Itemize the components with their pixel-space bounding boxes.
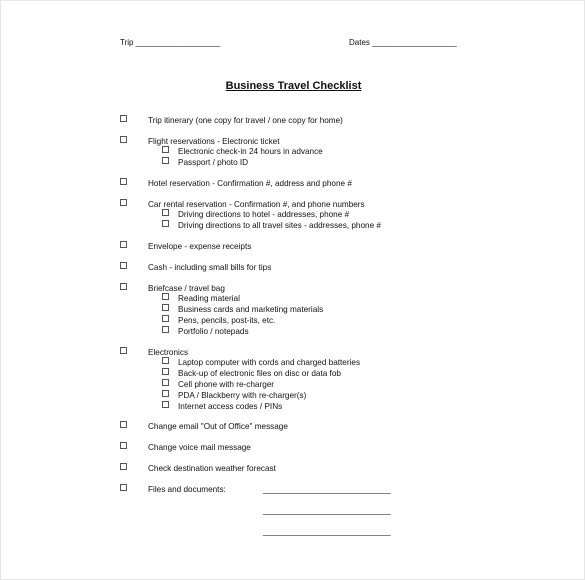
checklist-item-label: Change email "Out of Office" message	[148, 422, 288, 431]
checkbox-icon[interactable]	[120, 283, 127, 290]
checklist-item-label: Check destination weather forecast	[148, 464, 276, 473]
files-blank-line[interactable]: ______________________________	[263, 527, 391, 536]
checkbox-icon[interactable]	[162, 209, 169, 216]
checkbox-icon[interactable]	[162, 293, 169, 300]
checklist-item-cash[interactable]	[120, 262, 271, 273]
checklist-subitem-label: Driving directions to hotel - addresses, phone #	[178, 210, 350, 219]
checkbox-icon[interactable]	[120, 442, 127, 449]
checklist-item-label: Flight reservations - Electronic ticket	[148, 137, 280, 146]
checklist-subitem[interactable]	[162, 157, 248, 168]
checklist-subitem[interactable]	[162, 357, 360, 368]
checkbox-icon[interactable]	[162, 315, 169, 322]
checkbox-icon[interactable]	[162, 368, 169, 375]
checkbox-icon[interactable]	[120, 136, 127, 143]
checkbox-icon[interactable]	[162, 146, 169, 153]
checklist-subitem[interactable]	[162, 379, 274, 390]
checklist-subitem-label: Pens, pencils, post-its, etc.	[178, 316, 276, 325]
checklist-item-envelope[interactable]	[120, 241, 251, 252]
checklist-item-voicemail[interactable]	[120, 442, 251, 453]
files-blank-line[interactable]: ______________________________	[263, 485, 391, 494]
checklist-subitem-label: Driving directions to all travel sites - addresses, phone #	[178, 221, 381, 230]
checkbox-icon[interactable]	[120, 484, 127, 491]
checkbox-icon[interactable]	[162, 390, 169, 397]
checklist-item-label: Briefcase / travel bag	[148, 284, 225, 293]
checkbox-icon[interactable]	[120, 347, 127, 354]
checklist-item-label: Electronics	[148, 348, 189, 357]
checklist-subitem[interactable]	[162, 209, 349, 220]
checkbox-icon[interactable]	[162, 220, 169, 227]
checkbox-icon[interactable]	[120, 421, 127, 428]
checklist-subitem[interactable]	[162, 368, 341, 379]
checklist-item-label: Cash - including small bills for tips	[148, 263, 272, 272]
checklist-item-label: Hotel reservation - Confirmation #, address and phone #	[148, 179, 352, 188]
checklist-subitem[interactable]	[162, 220, 381, 231]
checklist-subitem[interactable]	[162, 315, 275, 326]
checkbox-icon[interactable]	[162, 357, 169, 364]
checklist-subitem[interactable]	[162, 146, 323, 157]
checklist-item-label: Envelope - expense receipts	[148, 242, 252, 251]
checkbox-icon[interactable]	[162, 379, 169, 386]
checklist-item-weather[interactable]	[120, 463, 276, 474]
checklist-subitem-label: Portfolio / notepads	[178, 327, 249, 336]
checklist-subitem[interactable]	[162, 390, 306, 401]
checklist-subitem[interactable]	[162, 293, 240, 304]
checkbox-icon[interactable]	[120, 199, 127, 206]
checkbox-icon[interactable]	[162, 304, 169, 311]
checkbox-icon[interactable]	[120, 241, 127, 248]
trip-field: Trip ___________________	[120, 38, 221, 47]
checklist-subitem-label: Laptop computer with cords and charged batteries	[178, 358, 361, 367]
checkbox-icon[interactable]	[162, 157, 169, 164]
checklist-subitem-label: Electronic check-in 24 hours in advance	[178, 147, 323, 156]
checklist-item-files[interactable]	[120, 484, 226, 495]
checklist-subitem-label: Back-up of electronic files on disc or data fob	[178, 369, 341, 378]
checkbox-icon[interactable]	[162, 401, 169, 408]
checklist-item-label: Car rental reservation - Confirmation #, and phone numbers	[148, 200, 365, 209]
dates-field: Dates ___________________	[349, 38, 457, 47]
checkbox-icon[interactable]	[120, 463, 127, 470]
checklist-subitem-label: Business cards and marketing materials	[178, 305, 324, 314]
checklist-subitem-label: Passport / photo ID	[178, 158, 249, 167]
files-blank-line[interactable]: ______________________________	[263, 506, 391, 515]
checklist-item-label: Trip itinerary (one copy for travel / one copy for home)	[148, 116, 343, 125]
checklist-item-itinerary[interactable]	[120, 115, 343, 126]
checklist-subitem-label: Internet access codes / PINs	[178, 402, 283, 411]
checkbox-icon[interactable]	[120, 262, 127, 269]
checkbox-icon[interactable]	[120, 178, 127, 185]
checkbox-icon[interactable]	[120, 115, 127, 122]
checklist-subitem[interactable]	[162, 326, 249, 337]
checklist-subitem-label: Reading material	[178, 294, 240, 303]
checklist-subitem[interactable]	[162, 304, 323, 315]
checklist-subitem-label: PDA / Blackberry with re-charger(s)	[178, 391, 307, 400]
checklist-subitem[interactable]	[162, 401, 282, 412]
checklist-item-label: Files and documents:	[148, 485, 226, 494]
checkbox-icon[interactable]	[162, 326, 169, 333]
checklist-subitem-label: Cell phone with re-charger	[178, 380, 275, 389]
checklist-item-email[interactable]	[120, 421, 288, 432]
page-title: Business Travel Checklist	[225, 80, 362, 92]
checklist-item-label: Change voice mail message	[148, 443, 251, 452]
checklist-item-hotel[interactable]	[120, 178, 352, 189]
